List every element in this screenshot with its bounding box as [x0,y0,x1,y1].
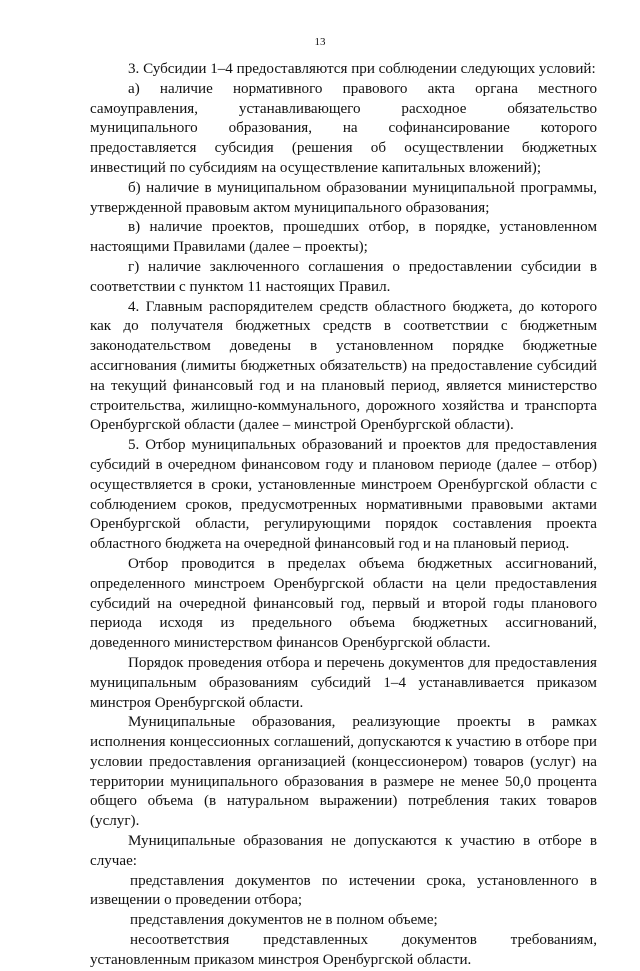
exclusion-item-incomplete: представления документов не в полном объеме; [130,912,438,929]
paragraph-exclusion-intro: Муниципальные образования не допускаются к участию в отборе в случае: [90,833,597,869]
paragraph-5: 5. Отбор муниципальных образований и проектов для предоставления субсидий в очередном финансовом году и плановом периоде (далее – отбор) осуществляется в сроки, установленные минстроем Оренбургской области с соблюдением сроков, предусмотренных нормативными правовыми актами Оренбургской области, регулирующими порядок составления проекта областного бюджета на очередной финансовый год и на плановый период. [90,437,597,553]
paragraph-3g: г) наличие заключенного соглашения о предоставлении субсидии в соответствии с пунктом 11 настоящих Правил. [90,258,597,295]
paragraph-3b: б) наличие в муниципальном образовании муниципальной программы, утвержденной правовым актом муниципального образования; [90,179,597,216]
paragraph-3a: а) наличие нормативного правового акта органа местного самоуправления, устанавливающего расходное обязательство муниципального образования, на софинансирование которого предоставляется субсидия (решения об осуществлении бюджетных инвестиций по субсидиям на осуществление капитальных вложений); [90,80,597,176]
document-body [90,60,597,971]
paragraph-3: 3. Субсидии 1–4 предоставляются при соблюдении следующих условий: [128,61,596,77]
paragraph-selection-procedure: Порядок проведения отбора и перечень документов для предоставления муниципальным образованиям субсидий 1–4 устанавливается приказом минстроя Оренбургской области. [90,654,597,711]
page-number: 13 [314,36,326,48]
exclusion-item-noncompliant: несоответствия представленных документов требованиям, установленным приказом минстроя Оренбургской области. [90,932,597,968]
paragraph-3v: в) наличие проектов, прошедших отбор, в порядке, установленном настоящими Правилами (далее – проекты); [90,219,597,256]
paragraph-concession: Муниципальные образования, реализующие проекты в рамках исполнения концессионных соглашений, допускаются к участию в отборе при условии предоставления организацией (концессионером) товаров (услуг) на территории муниципального образования в размере не менее 50,0 процента общего объема (в натуральном выражении) потребления таких товаров (услуг). [90,714,597,830]
paragraph-selection-limits: Отбор проводится в пределах объема бюджетных ассигнований, определенного минстроем Оренбургской области на цели предоставления субсидий на очередной финансовый год, первый и второй годы планового периода исходя из предельного объема бюджетных ассигнований, доведенного министерством финансов Оренбургской области. [90,555,597,652]
exclusion-item-late: представления документов по истечении срока, установленного в извещении о проведении отбора; [90,872,597,909]
paragraph-4: 4. Главным распорядителем средств областного бюджета, до которого как до получателя бюджетных средств в соответствии с бюджетным законодательством доведены в установленном порядке бюджетные ассигнования (лимиты бюджетных обязательств) на предоставление субсидий на текущий финансовый год и на плановый период, является министерство строительства, жилищно-коммунального, дорожного хозяйства и транспорта Оренбургской области (далее – минстрой Оренбургской области). [90,298,597,434]
